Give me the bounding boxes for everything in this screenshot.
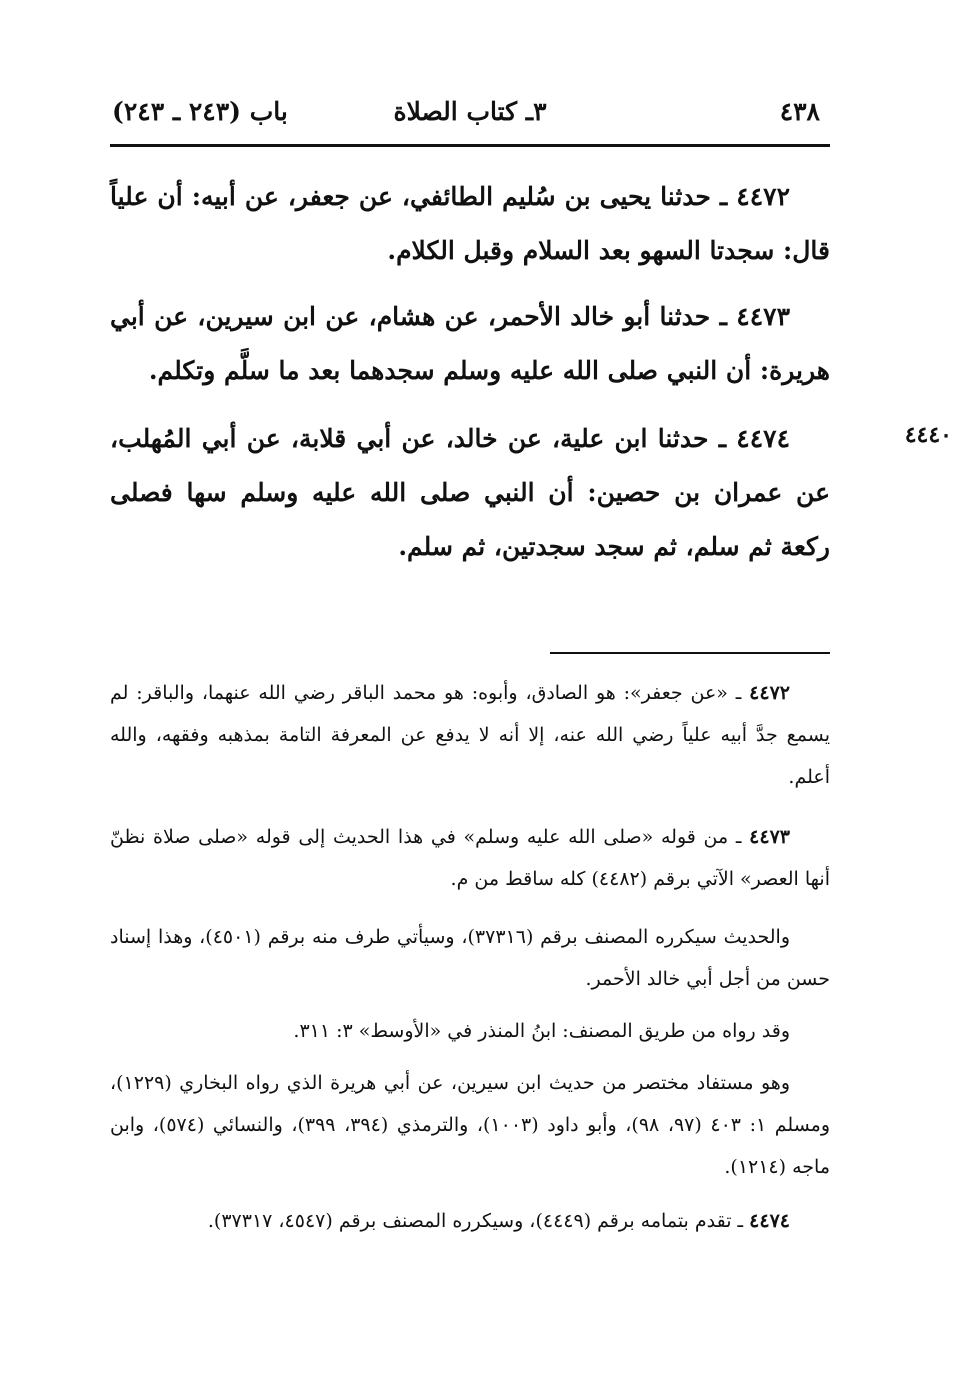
page-number: ٤٣٨ — [779, 97, 820, 126]
footnote-number: ٤٤٧٣ — [749, 826, 790, 848]
footnote-4472 — [110, 672, 830, 798]
footnote-text: ـ «عن جعفر»: هو الصادق، وأبوه: هو محمد الباقر رضي الله عنهما، والباقر: لم يسمع جدَّ أبيه علياً رضي الله عنه، إلا أنه لا يدفع عن المعرفة التامة بمذهبه وفقهه، والله أعلم. — [110, 682, 830, 788]
footnote-number: ٤٤٧٢ — [749, 682, 790, 704]
page-header — [110, 92, 830, 132]
footnote-text: ـ من قوله «صلى الله عليه وسلم» في هذا الحديث إلى قوله «صلى صلاة نظنّ أنها العصر» الآتي برقم (٤٤٨٢) كله ساقط من م. — [110, 826, 830, 890]
hadith-4473 — [110, 290, 830, 398]
chapter-range: باب (٢٤٣ ـ ٢٤٣) — [112, 97, 288, 126]
book-title: ٣ـ كتاب الصلاة — [393, 97, 547, 126]
hadith-4474 — [110, 412, 830, 574]
footnote-4474 — [110, 1200, 830, 1242]
hadith-4472 — [110, 170, 830, 278]
book-page — [110, 0, 952, 1391]
margin-reference-number: ٤٤٤٠ — [904, 422, 952, 448]
footnote-paragraph: وقد رواه من طريق المصنف: ابنُ المنذر في «الأوسط» ٣: ٣١١. — [293, 1020, 790, 1042]
hadith-text: ـ حدثنا يحيى بن سُليم الطائفي، عن جعفر، عن أبيه: أن علياً قال: سجدتا السهو بعد السلام وقبل الكلام. — [110, 182, 830, 265]
footnote-paragraph: وهو مستفاد مختصر من حديث ابن سيرين، عن أبي هريرة الذي رواه البخاري (١٢٢٩)، ومسلم ١: ٤٠٣ (٩٧، ٩٨)، وأبو داود (١٠٠٣)، والترمذي (٣٩٤، ٣٩٩)، والنسائي (٥٧٤)، وابن ماجه (١٢١٤). — [110, 1072, 830, 1178]
footnote-paragraph: والحديث سيكرره المصنف برقم (٣٧٣١٦)، وسيأتي طرف منه برقم (٤٥٠١)، وهذا إسناد حسن من أجل أبي خالد الأحمر. — [110, 926, 830, 990]
hadith-text: ـ حدثنا أبو خالد الأحمر، عن هشام، عن ابن سيرين، عن أبي هريرة: أن النبي صلى الله عليه وسلم سجدهما بعد ما سلَّم وتكلم. — [110, 302, 830, 385]
hadith-number: ٤٤٧٣ — [736, 302, 790, 331]
footnote-text: ـ تقدم بتمامه برقم (٤٤٤٩)، وسيكرره المصنف برقم (٤٥٤٧، ٣٧٣١٧). — [207, 1210, 750, 1232]
footnote-4473 — [110, 816, 830, 900]
footnote-number: ٤٤٧٤ — [749, 1210, 790, 1232]
hadith-number: ٤٤٧٤ — [736, 424, 790, 453]
hadith-text: ـ حدثنا ابن علية، عن خالد، عن أبي قلابة، عن أبي المُهلب، عن عمران بن حصين: أن النبي صلى الله عليه وسلم سها فصلى ركعة ثم سلم، ثم سجد سجدتين، ثم سلم. — [110, 424, 830, 561]
footnote-rule — [550, 652, 830, 654]
hadith-number: ٤٤٧٢ — [736, 182, 790, 211]
header-rule — [110, 144, 830, 147]
